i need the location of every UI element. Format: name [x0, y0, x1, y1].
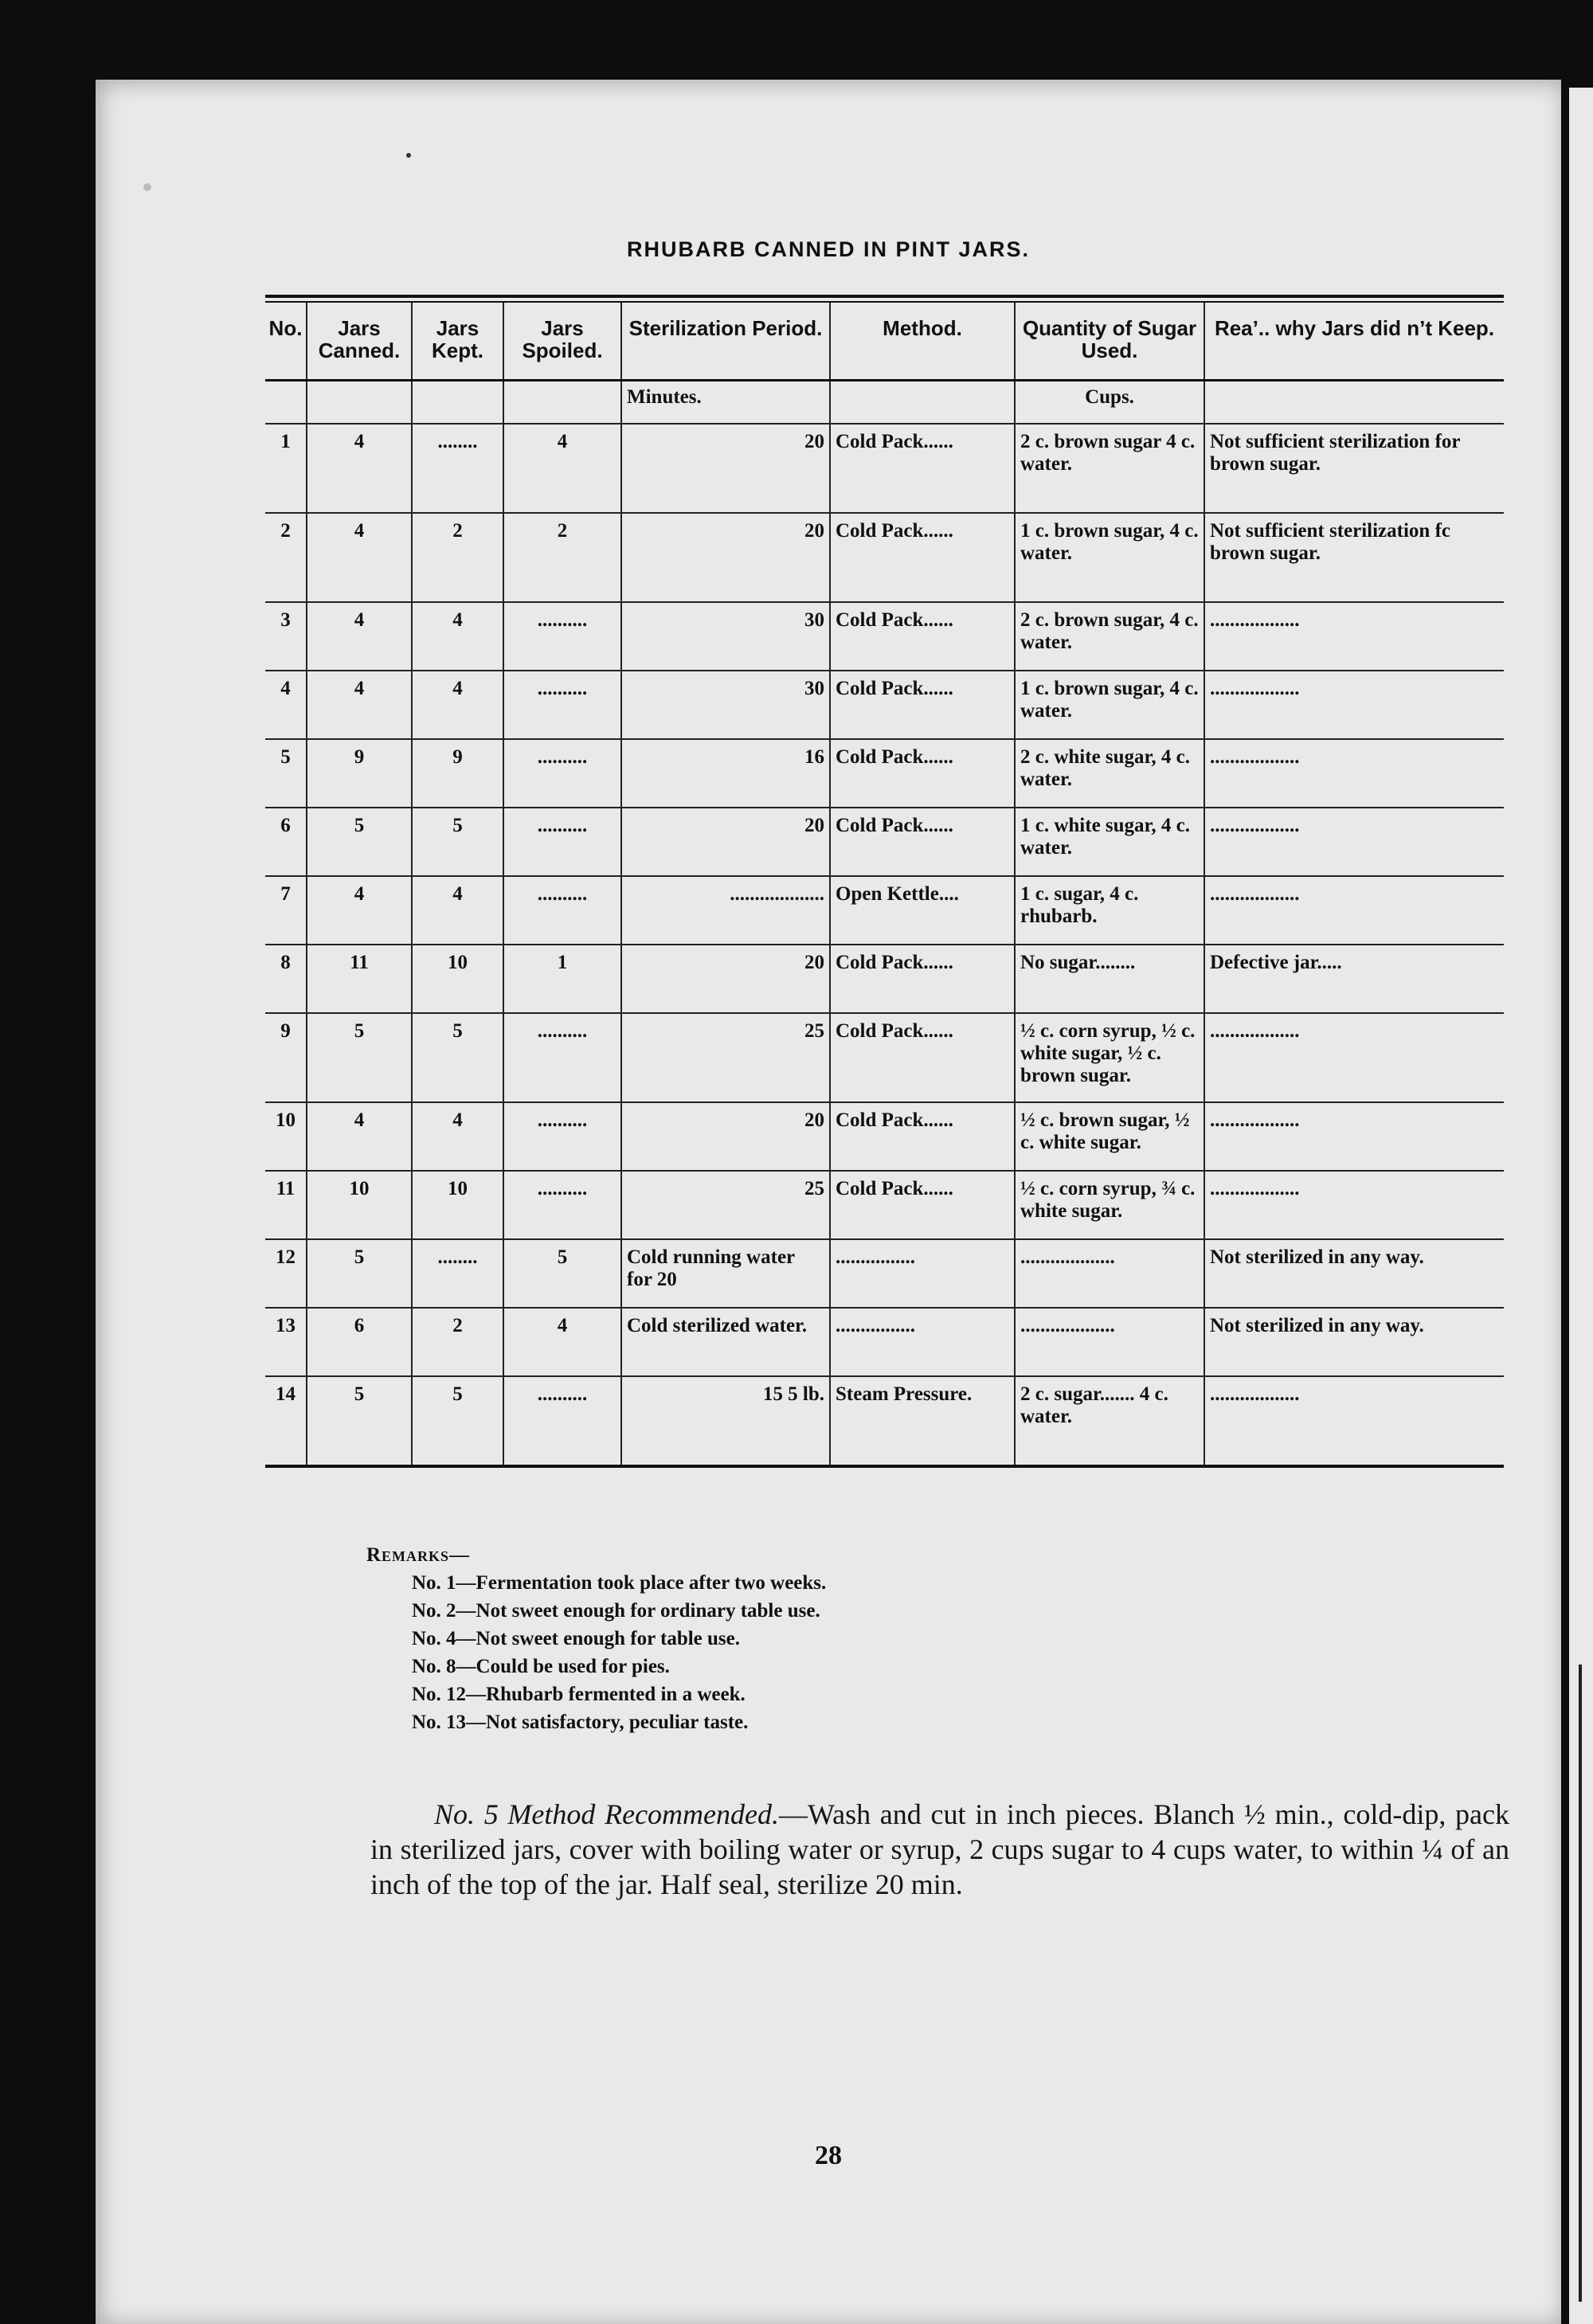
cell-no: 2 — [265, 513, 307, 602]
table-row — [265, 1013, 1504, 1102]
cell-jars-kept: 10 — [412, 945, 503, 1013]
table-row — [265, 1102, 1504, 1171]
header-method: Method. — [830, 303, 1015, 381]
table-row — [265, 1171, 1504, 1239]
cell-jars-kept: 2 — [412, 513, 503, 602]
header-sterilization-period: Sterilization Period. — [621, 303, 830, 381]
cell-reason: .................. — [1204, 876, 1504, 945]
cell-method: Cold Pack...... — [830, 1102, 1015, 1171]
cell-no: 5 — [265, 739, 307, 808]
remark-item: No. 12—Rhubarb fermented in a week. — [412, 1684, 746, 1705]
cell-sugar: 2 c. white sugar, 4 c. water. — [1015, 739, 1204, 808]
cell-sterilization: 30 — [621, 602, 830, 671]
cell-jars-spoiled: .......... — [503, 671, 621, 739]
cell-jars-kept: 4 — [412, 876, 503, 945]
cell-no: 14 — [265, 1376, 307, 1466]
cell-sterilization: 30 — [621, 671, 830, 739]
cell-jars-spoiled: .......... — [503, 1102, 621, 1171]
cell-jars-spoiled: .......... — [503, 602, 621, 671]
cell-jars-spoiled: 1 — [503, 945, 621, 1013]
table-row — [265, 513, 1504, 602]
units-row — [265, 381, 1504, 425]
remarks-heading: Remarks— — [366, 1544, 471, 1566]
cell-sugar: 2 c. brown sugar 4 c. water. — [1015, 424, 1204, 513]
cell-jars-spoiled: .......... — [503, 1376, 621, 1466]
table-row — [265, 1376, 1504, 1466]
cell-sugar: 1 c. white sugar, 4 c. water. — [1015, 808, 1204, 876]
units-minutes: Minutes. — [621, 381, 830, 425]
cell-jars-kept: ........ — [412, 424, 503, 513]
cell-jars-canned: 9 — [307, 739, 412, 808]
cell-jars-kept: 4 — [412, 671, 503, 739]
cell-no: 11 — [265, 1171, 307, 1239]
cell-reason: .................. — [1204, 808, 1504, 876]
cell-sterilization: 20 — [621, 424, 830, 513]
units-cell — [307, 381, 412, 425]
cell-sugar: ................... — [1015, 1239, 1204, 1308]
cell-jars-canned: 4 — [307, 602, 412, 671]
cell-jars-kept: 10 — [412, 1171, 503, 1239]
cell-reason: .................. — [1204, 602, 1504, 671]
cell-reason: Not sufficient sterilization fc brown sugar. — [1204, 513, 1504, 602]
cell-method: Cold Pack...... — [830, 808, 1015, 876]
cell-sterilization: 20 — [621, 513, 830, 602]
cell-reason: .................. — [1204, 1013, 1504, 1102]
rhubarb-table — [265, 303, 1504, 1468]
cell-no: 4 — [265, 671, 307, 739]
table-row — [265, 1239, 1504, 1308]
cell-sterilization: 20 — [621, 1102, 830, 1171]
table-top-rule — [265, 295, 1504, 298]
cell-jars-kept: 4 — [412, 602, 503, 671]
cell-reason: .................. — [1204, 671, 1504, 739]
cell-sugar: ½ c. corn syrup, ½ c. white sugar, ½ c. brown sugar. — [1015, 1013, 1204, 1102]
table-body — [265, 381, 1504, 1467]
cell-jars-canned: 4 — [307, 1102, 412, 1171]
cell-jars-kept: 5 — [412, 1376, 503, 1466]
remark-item: No. 4—Not sweet enough for table use. — [412, 1628, 741, 1649]
cell-jars-kept: 2 — [412, 1308, 503, 1376]
remark-item: No. 2—Not sweet enough for ordinary table use. — [412, 1600, 820, 1622]
cell-jars-kept: 9 — [412, 739, 503, 808]
cell-sugar: No sugar........ — [1015, 945, 1204, 1013]
cell-no: 6 — [265, 808, 307, 876]
cell-sugar: 2 c. sugar....... 4 c. water. — [1015, 1376, 1204, 1466]
cell-no: 13 — [265, 1308, 307, 1376]
cell-reason: Not sufficient sterilization for brown sugar. — [1204, 424, 1504, 513]
cell-jars-spoiled: 4 — [503, 1308, 621, 1376]
cell-sterilization: 25 — [621, 1171, 830, 1239]
cell-jars-spoiled: .......... — [503, 1013, 621, 1102]
cell-no: 9 — [265, 1013, 307, 1102]
cell-reason: .................. — [1204, 1171, 1504, 1239]
cell-jars-spoiled: 2 — [503, 513, 621, 602]
cell-method: Cold Pack...... — [830, 671, 1015, 739]
cell-jars-canned: 5 — [307, 1239, 412, 1308]
cell-reason: .................. — [1204, 1376, 1504, 1466]
table-header-row — [265, 303, 1504, 381]
table-row — [265, 424, 1504, 513]
cell-jars-spoiled: .......... — [503, 876, 621, 945]
cell-jars-kept: ........ — [412, 1239, 503, 1308]
cell-method: Cold Pack...... — [830, 945, 1015, 1013]
cell-jars-kept: 5 — [412, 1013, 503, 1102]
cell-jars-canned: 5 — [307, 1376, 412, 1466]
header-reason: Rea’.. why Jars did n’t Keep. — [1204, 303, 1504, 381]
header-no: No. — [265, 303, 307, 381]
cell-jars-spoiled: .......... — [503, 1171, 621, 1239]
cell-method: Steam Pressure. — [830, 1376, 1015, 1466]
cell-sterilization: 20 — [621, 945, 830, 1013]
cell-method: Cold Pack...... — [830, 739, 1015, 808]
cell-method: Open Kettle.... — [830, 876, 1015, 945]
cell-method: ................ — [830, 1239, 1015, 1308]
units-cell — [412, 381, 503, 425]
cell-sugar: ½ c. corn syrup, ¾ c. white sugar. — [1015, 1171, 1204, 1239]
units-cell — [503, 381, 621, 425]
units-cell — [265, 381, 307, 425]
recommendation-paragraph — [370, 1797, 1509, 1902]
cell-jars-canned: 10 — [307, 1171, 412, 1239]
cell-jars-canned: 6 — [307, 1308, 412, 1376]
remark-item: No. 13—Not satisfactory, peculiar taste. — [412, 1712, 749, 1733]
cell-sterilization: 16 — [621, 739, 830, 808]
adjacent-page-edge — [1569, 88, 1593, 2324]
cell-sterilization: 20 — [621, 808, 830, 876]
data-table-wrap — [265, 295, 1504, 1468]
cell-reason: .................. — [1204, 739, 1504, 808]
cell-sterilization: ................... — [621, 876, 830, 945]
header-jars-canned: Jars Canned. — [307, 303, 412, 381]
cell-jars-kept: 5 — [412, 808, 503, 876]
table-row — [265, 945, 1504, 1013]
cell-method: Cold Pack...... — [830, 424, 1015, 513]
remark-item: No. 1—Fermentation took place after two weeks. — [412, 1572, 827, 1594]
cell-jars-spoiled: .......... — [503, 808, 621, 876]
cell-jars-canned: 5 — [307, 1013, 412, 1102]
cell-no: 1 — [265, 424, 307, 513]
cell-jars-canned: 4 — [307, 876, 412, 945]
units-cell — [830, 381, 1015, 425]
cell-reason: .................. — [1204, 1102, 1504, 1171]
cell-method: Cold Pack...... — [830, 513, 1015, 602]
cell-method: ................ — [830, 1308, 1015, 1376]
cell-sugar: ................... — [1015, 1308, 1204, 1376]
table-row — [265, 1308, 1504, 1376]
header-jars-kept: Jars Kept. — [412, 303, 503, 381]
page-number: 28 — [815, 2141, 842, 2170]
cell-jars-canned: 4 — [307, 424, 412, 513]
cell-jars-canned: 4 — [307, 513, 412, 602]
cell-reason: Not sterilized in any way. — [1204, 1239, 1504, 1308]
remark-item: No. 8—Could be used for pies. — [412, 1656, 670, 1677]
cell-no: 7 — [265, 876, 307, 945]
table-row — [265, 671, 1504, 739]
cell-sterilization: Cold sterilized water. — [621, 1308, 830, 1376]
print-speck — [143, 183, 151, 191]
cell-sterilization: Cold running water for 20 — [621, 1239, 830, 1308]
table-row — [265, 808, 1504, 876]
cell-sterilization: 25 — [621, 1013, 830, 1102]
cell-jars-spoiled: .......... — [503, 739, 621, 808]
cell-method: Cold Pack...... — [830, 602, 1015, 671]
page-title: RHUBARB CANNED IN PINT JARS. — [626, 237, 1031, 261]
header-jars-spoiled: Jars Spoiled. — [503, 303, 621, 381]
table-row — [265, 602, 1504, 671]
cell-jars-canned: 4 — [307, 671, 412, 739]
cell-jars-kept: 4 — [412, 1102, 503, 1171]
cell-method: Cold Pack...... — [830, 1171, 1015, 1239]
cell-sterilization: 15 5 lb. — [621, 1376, 830, 1466]
cell-sugar: ½ c. brown sugar, ½ c. white sugar. — [1015, 1102, 1204, 1171]
cell-no: 8 — [265, 945, 307, 1013]
units-cups: Cups. — [1015, 381, 1204, 425]
cell-jars-canned: 11 — [307, 945, 412, 1013]
cell-no: 3 — [265, 602, 307, 671]
cell-jars-canned: 5 — [307, 808, 412, 876]
document-page — [96, 80, 1561, 2324]
print-speck — [406, 153, 411, 158]
cell-sugar: 1 c. brown sugar, 4 c. water. — [1015, 671, 1204, 739]
recommendation-lead: No. 5 Method Recommended. — [434, 1798, 780, 1830]
cell-sugar: 1 c. sugar, 4 c. rhubarb. — [1015, 876, 1204, 945]
cell-reason: Not sterilized in any way. — [1204, 1308, 1504, 1376]
cell-sugar: 2 c. brown sugar, 4 c. water. — [1015, 602, 1204, 671]
recommendation-text: —Wash and cut in inch pieces. Blanch ½ min., cold-dip, pack in sterilized jars, cover with boiling water or syrup, 2 cups sugar to 4 cups water, to within ¼ of an inch of the top of the jar. Half seal, sterilize 20 min. — [370, 1798, 1509, 1900]
cell-jars-spoiled: 4 — [503, 424, 621, 513]
cell-no: 12 — [265, 1239, 307, 1308]
cell-sugar: 1 c. brown sugar, 4 c. water. — [1015, 513, 1204, 602]
remarks-section — [366, 1541, 827, 1736]
table-row — [265, 739, 1504, 808]
header-quantity-sugar: Quantity of Sugar Used. — [1015, 303, 1204, 381]
units-cell — [1204, 381, 1504, 425]
cell-reason: Defective jar..... — [1204, 945, 1504, 1013]
cell-jars-spoiled: 5 — [503, 1239, 621, 1308]
cell-no: 10 — [265, 1102, 307, 1171]
cell-method: Cold Pack...... — [830, 1013, 1015, 1102]
table-row — [265, 876, 1504, 945]
